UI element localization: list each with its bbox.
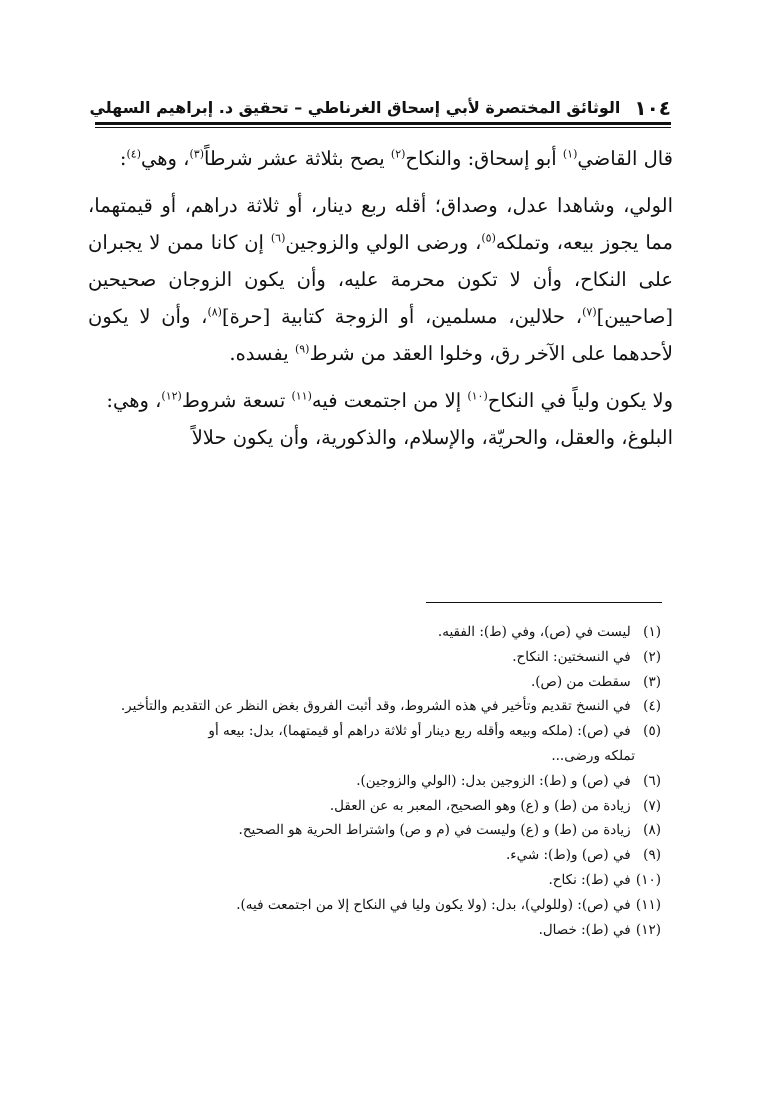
footnote-item: (١٢) في (ط): خصال. [538,921,661,938]
footnote-separator [426,602,662,603]
footnote-item: (٤) في النسخ تقديم وتأخير في هذه الشروط، وقد أثبت الفروق بغض النظر عن التقديم والتأخير. [120,698,661,715]
footnote-ref-6: (٦) [270,231,286,245]
footnote-item: (٣) سقطت من (ص). [530,673,661,690]
page-number: ١٠٤ [634,96,671,120]
running-title: الوثائق المختصرة لأبي إسحاق الغرناطي – تحقيق د. إبراهيم السهلي [89,98,621,117]
footnote-item: (٩) في (ص) و(ط): شيء. [505,847,661,864]
footnote-item: (٢) في النسختين: النكاح. [512,648,661,665]
footnote-item: (٥) في (ص): (ملكه وبيعه وأقله ربع دينار أو ثلاثة دراهم أو قيمتهما)، بدل: بيعه أو تملكه ورضى... [208,723,661,764]
footnote-ref-2: (٢) [390,147,406,161]
footnote-item: (٦) في (ص) و (ط): الزوجين بدل: (الولي والزوجين). [356,772,661,789]
footnote-ref-10: (١٠) [467,389,488,403]
footnote-item: (٧) زيادة من (ط) و (ع) وهو الصحيح، المعبر به عن العقل. [329,797,661,814]
footnote-ref-12: (١٢) [161,389,182,403]
footnote-ref-7: (٧) [582,305,597,319]
main-text [88,140,673,456]
footnote-ref-11: (١١) [291,389,312,403]
footnote-item: (٨) زيادة من (ط) و (ع) وليست في (م و ص) واشتراط الحرية هو الصحيح. [238,822,661,839]
paragraph-intro: قال القاضي$^{(١)}$ أبو إسحاق: والنكاح$^{(٢)}$ يصح بثلاثة عشر شرطاً$^{(٣)}$، وهي$^{(٤)}$: [119,147,673,170]
footnote-item: (١٠) في (ط): نكاح. [548,871,661,888]
footnote-ref-1: (١) [562,147,578,161]
footnote-ref-8: (٨) [207,305,222,319]
page-header [89,86,671,120]
footnote-ref-9: (٩) [294,342,310,356]
footnote-item: (١) ليست في (ص)، وفي (ط): الفقيه. [437,624,661,640]
header-rule-thin [95,127,671,128]
paragraph-guardian: ولا يكون ولياً في النكاح$^{(١٠)}$ إلا من اجتمعت فيه$^{(١١)}$ تسعة شروط$^{(١٢)}$، وهي: [106,389,673,412]
header-rule-thick [95,122,671,125]
footnotes [88,620,661,942]
paragraph-guardian-conditions: البلوغ، والعقل، والحريّة، والإسلام، والذكورية، وأن يكون حلالاً [191,426,673,449]
footnote-ref-4: (٤) [126,147,142,161]
paragraph-conditions: الولي، وشاهدا عدل، وصداق؛ أقله ربع دينار، أو ثلاثة دراهم، أو قيمتهما، مما يجوز بيعه، وتملكه$^{(٥)}$، ورضى الولي والزوجين$^{(٦)}$ إن كانا ممن لا يجبران على النكاح، وأن لا تكون محرمة عليه، وأن يكون الزوجان صحيحين [صاحيين]$^{(٧)}$، حلالين، مسلمين، أو الزوجة كتابية [حرة]$^{(٨)}$، وأن لا يكون لأحدهما على الآخر رق، وخلوا العقد من شرط$^{(٩)}$ يفسده. [88,194,673,365]
footnote-ref-3: (٣) [189,147,204,161]
footnote-item: (١١) في (ص): (وللولي)، بدل: (ولا يكون وليا في النكاح إلا من اجتمعت فيه). [236,896,661,913]
footnote-ref-5: (٥) [481,231,496,245]
